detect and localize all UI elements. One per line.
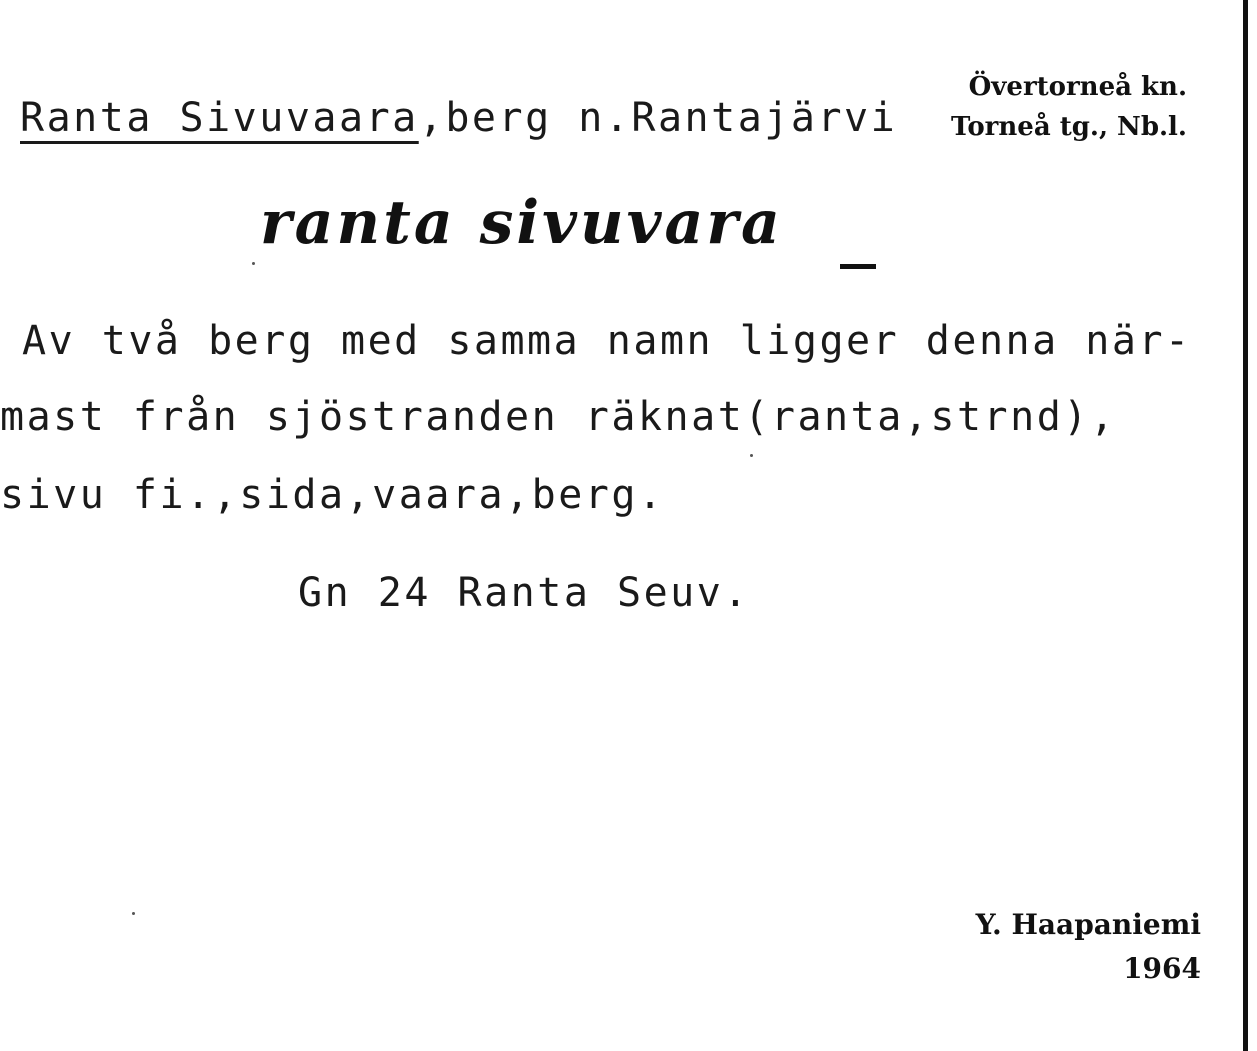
recorder-name: Y. Haapaniemi bbox=[975, 908, 1201, 941]
scan-speck bbox=[132, 912, 135, 915]
headword: Ranta Sivuvaara bbox=[20, 95, 419, 141]
body-line-3: sivu fi.,sida,vaara,berg. bbox=[0, 472, 665, 518]
card-edge-border bbox=[1243, 0, 1248, 1051]
body-line-2: mast från sjöstranden räknat(ranta,strnd), bbox=[0, 394, 1117, 440]
municipality-label: Övertorneå kn. bbox=[968, 72, 1187, 102]
phonetic-transcription: ranta sivuvara bbox=[260, 188, 783, 258]
body-line-1: Av två berg med samma namn ligger denna när- bbox=[22, 318, 1192, 364]
scan-speck bbox=[750, 454, 753, 457]
record-year: 1964 bbox=[1123, 952, 1201, 985]
headword-line bbox=[20, 95, 897, 141]
parish-label: Torneå tg., Nb.l. bbox=[950, 112, 1187, 142]
headword-description: ,berg n.Rantajärvi bbox=[418, 95, 898, 141]
phonetic-length-mark bbox=[840, 264, 876, 269]
source-reference: Gn 24 Ranta Seuv. bbox=[298, 570, 750, 616]
scan-speck bbox=[252, 262, 255, 265]
